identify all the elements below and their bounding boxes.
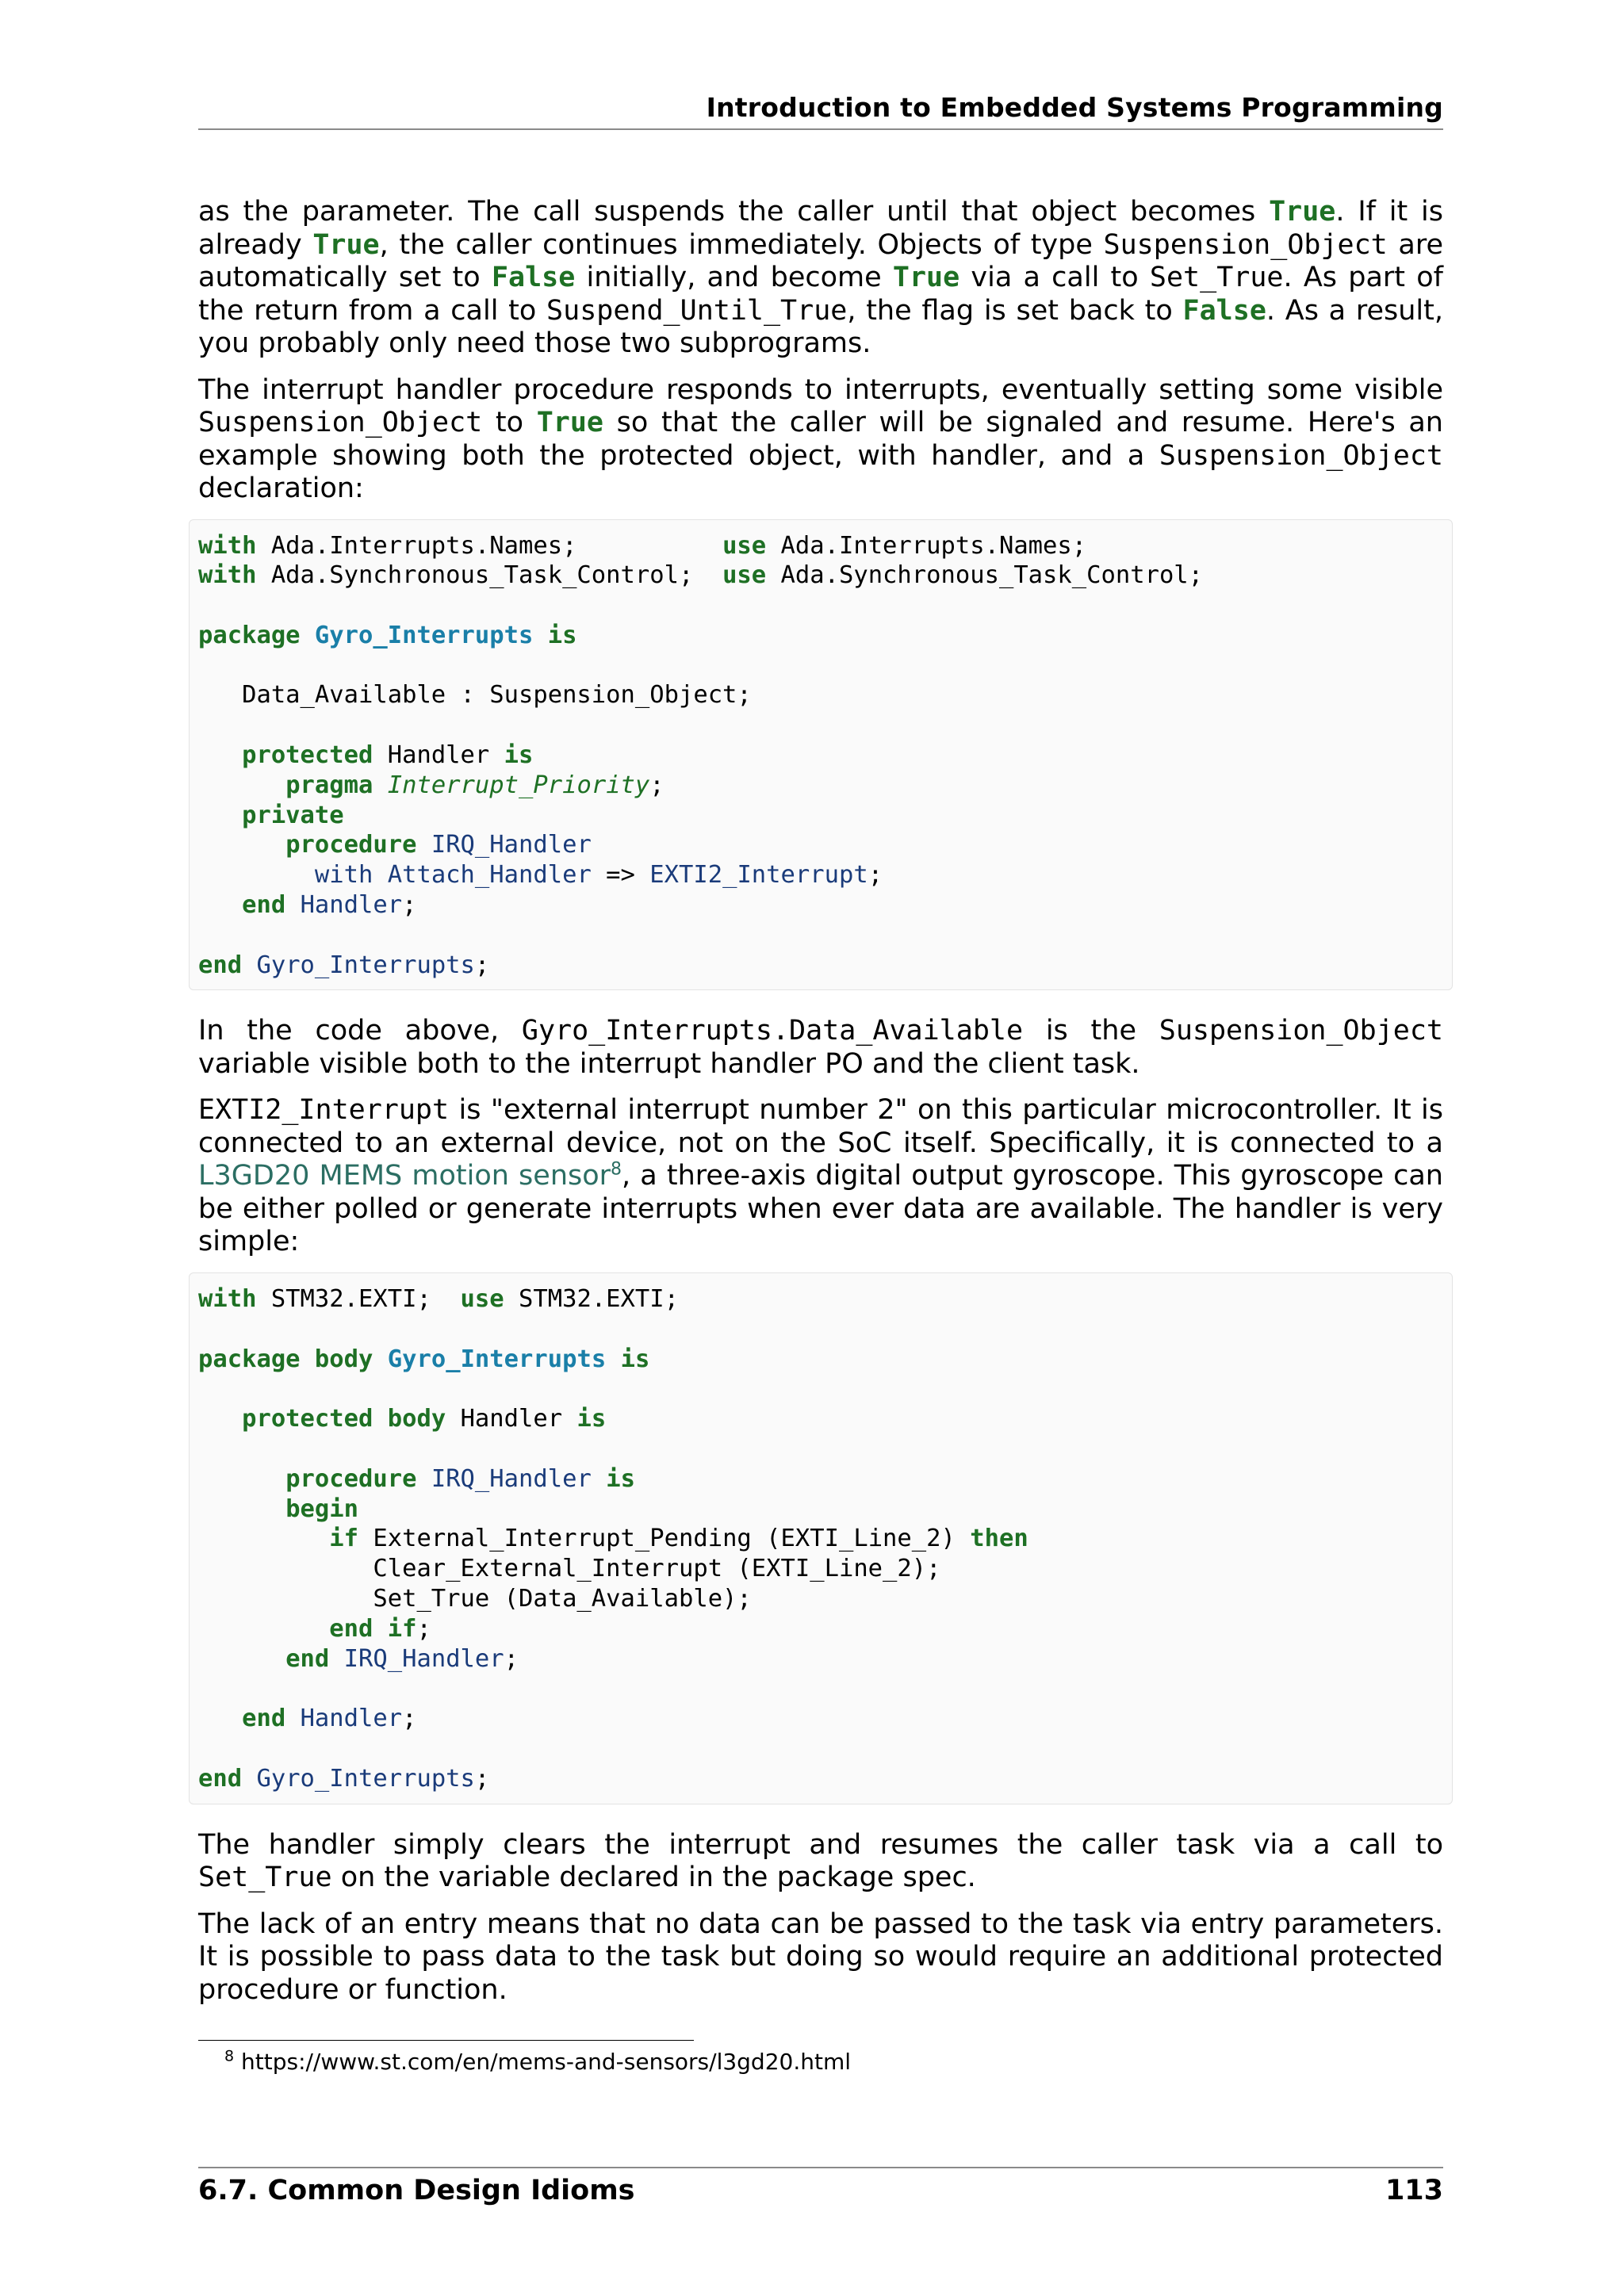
footnote-divider [198,2040,694,2041]
paragraph-no-entry: The lack of an entry means that no data can be passed to the task via entry parameters. It is possible to pass data to the task but doing so would require an additional protected procedure or function. [198,1908,1443,2006]
running-header: Introduction to Embedded Systems Programming [706,92,1443,123]
inline-code: Suspension_Object [198,407,483,438]
footnote-number: 8 [224,2047,235,2065]
inline-code: Suspension_Object [1103,228,1388,261]
code-block-package-body: with STM32.EXTI; use STM32.EXTI; package body Gyro_Interrupts is protected body Handler is procedure IRQ_Handler is begin if External_Interrupt_Pending (EXTI_Line_2) then Clear_External_Interrupt (EXTI_Line_2); Set_True (Data_Available); end if; end IRQ_Handler; end Handler; end Gyro_Interrupts; [189,1272,1453,1804]
inline-code: Set_True [1149,262,1284,293]
footer-divider [198,2167,1443,2168]
paragraph-interrupt-handler: The interrupt handler procedure responds to interrupts, eventually setting some visible Suspension_Object to True so that the caller will be signaled and resume. Here's an example showing both the protected object, with handler, and a Suspension_Object declaration: [198,373,1443,504]
inline-code: Suspend_Until_True [546,294,848,327]
footnote-marker[interactable]: 8 [611,1159,622,1180]
literal-true: True [312,228,380,261]
inline-code: Suspension_Object [1159,1015,1443,1047]
paragraph-code-explanation: In the code above, Gyro_Interrupts.Data_Available is the Suspension_Object variable visible both to the interrupt handler PO and the client task. [198,1015,1443,1080]
header-divider [198,128,1443,130]
footnote-url[interactable]: https://www.st.com/en/mems-and-sensors/l3gd20.html [241,2049,852,2075]
paragraph-exti2: EXTI2_Interrupt is "external interrupt number 2" on this particular microcontroller. It is connected to an external device, not on the SoC itself. Specifically, it is connected to a L3GD20 MEMS motion sensor$^8$, a three-axis digital output gyroscope. This gyroscope can be either polled or generate interrupts when ever data are available. The handler is very simple: [198,1094,1443,1258]
footnote [224,2049,851,2076]
page-body [198,196,1443,2020]
code-block-package-spec: with Ada.Interrupts.Names; use Ada.Interrupts.Names; with Ada.Synchronous_Task_Control; use Ada.Synchronous_Task_Control; package Gyro_Interrupts is Data_Available : Suspension_Object; protected Handler is pragma Interrupt_Priority; private procedure IRQ_Handler with Attach_Handler => EXTI2_Interrupt; end Handler; end Gyro_Interrupts; [189,519,1453,991]
inline-code: Suspension_Object [1159,439,1443,472]
inline-code: EXTI2_Interrupt [198,1094,450,1127]
paragraph-suspension-semantics: as the parameter. The call suspends the caller until that object becomes True. If it is already True, the caller continues immediately. Objects of type Suspension_Object are automatically set to False initially, and become True via a call to Set_True. As part of the return from a call to Suspend_Until_True, the flag is set back to False. As a result, you probably only need those two subprograms. [198,196,1443,359]
literal-true: True [1269,196,1336,228]
literal-false: False [1182,294,1266,327]
footer-section-title: 6.7. Common Design Idioms [198,2175,635,2206]
page-number: 113 [1385,2175,1443,2206]
literal-true: True [892,262,960,293]
sensor-link[interactable]: L3GD20 MEMS motion sensor [198,1160,611,1192]
inline-code: Gyro_Interrupts.Data_Available [521,1015,1024,1047]
inline-code: Set_True [198,1862,332,1893]
literal-false: False [491,262,576,293]
literal-true: True [536,407,603,438]
paragraph-handler-summary: The handler simply clears the interrupt and resumes the caller task via a call to Set_True on the variable declared in the package spec. [198,1828,1443,1893]
